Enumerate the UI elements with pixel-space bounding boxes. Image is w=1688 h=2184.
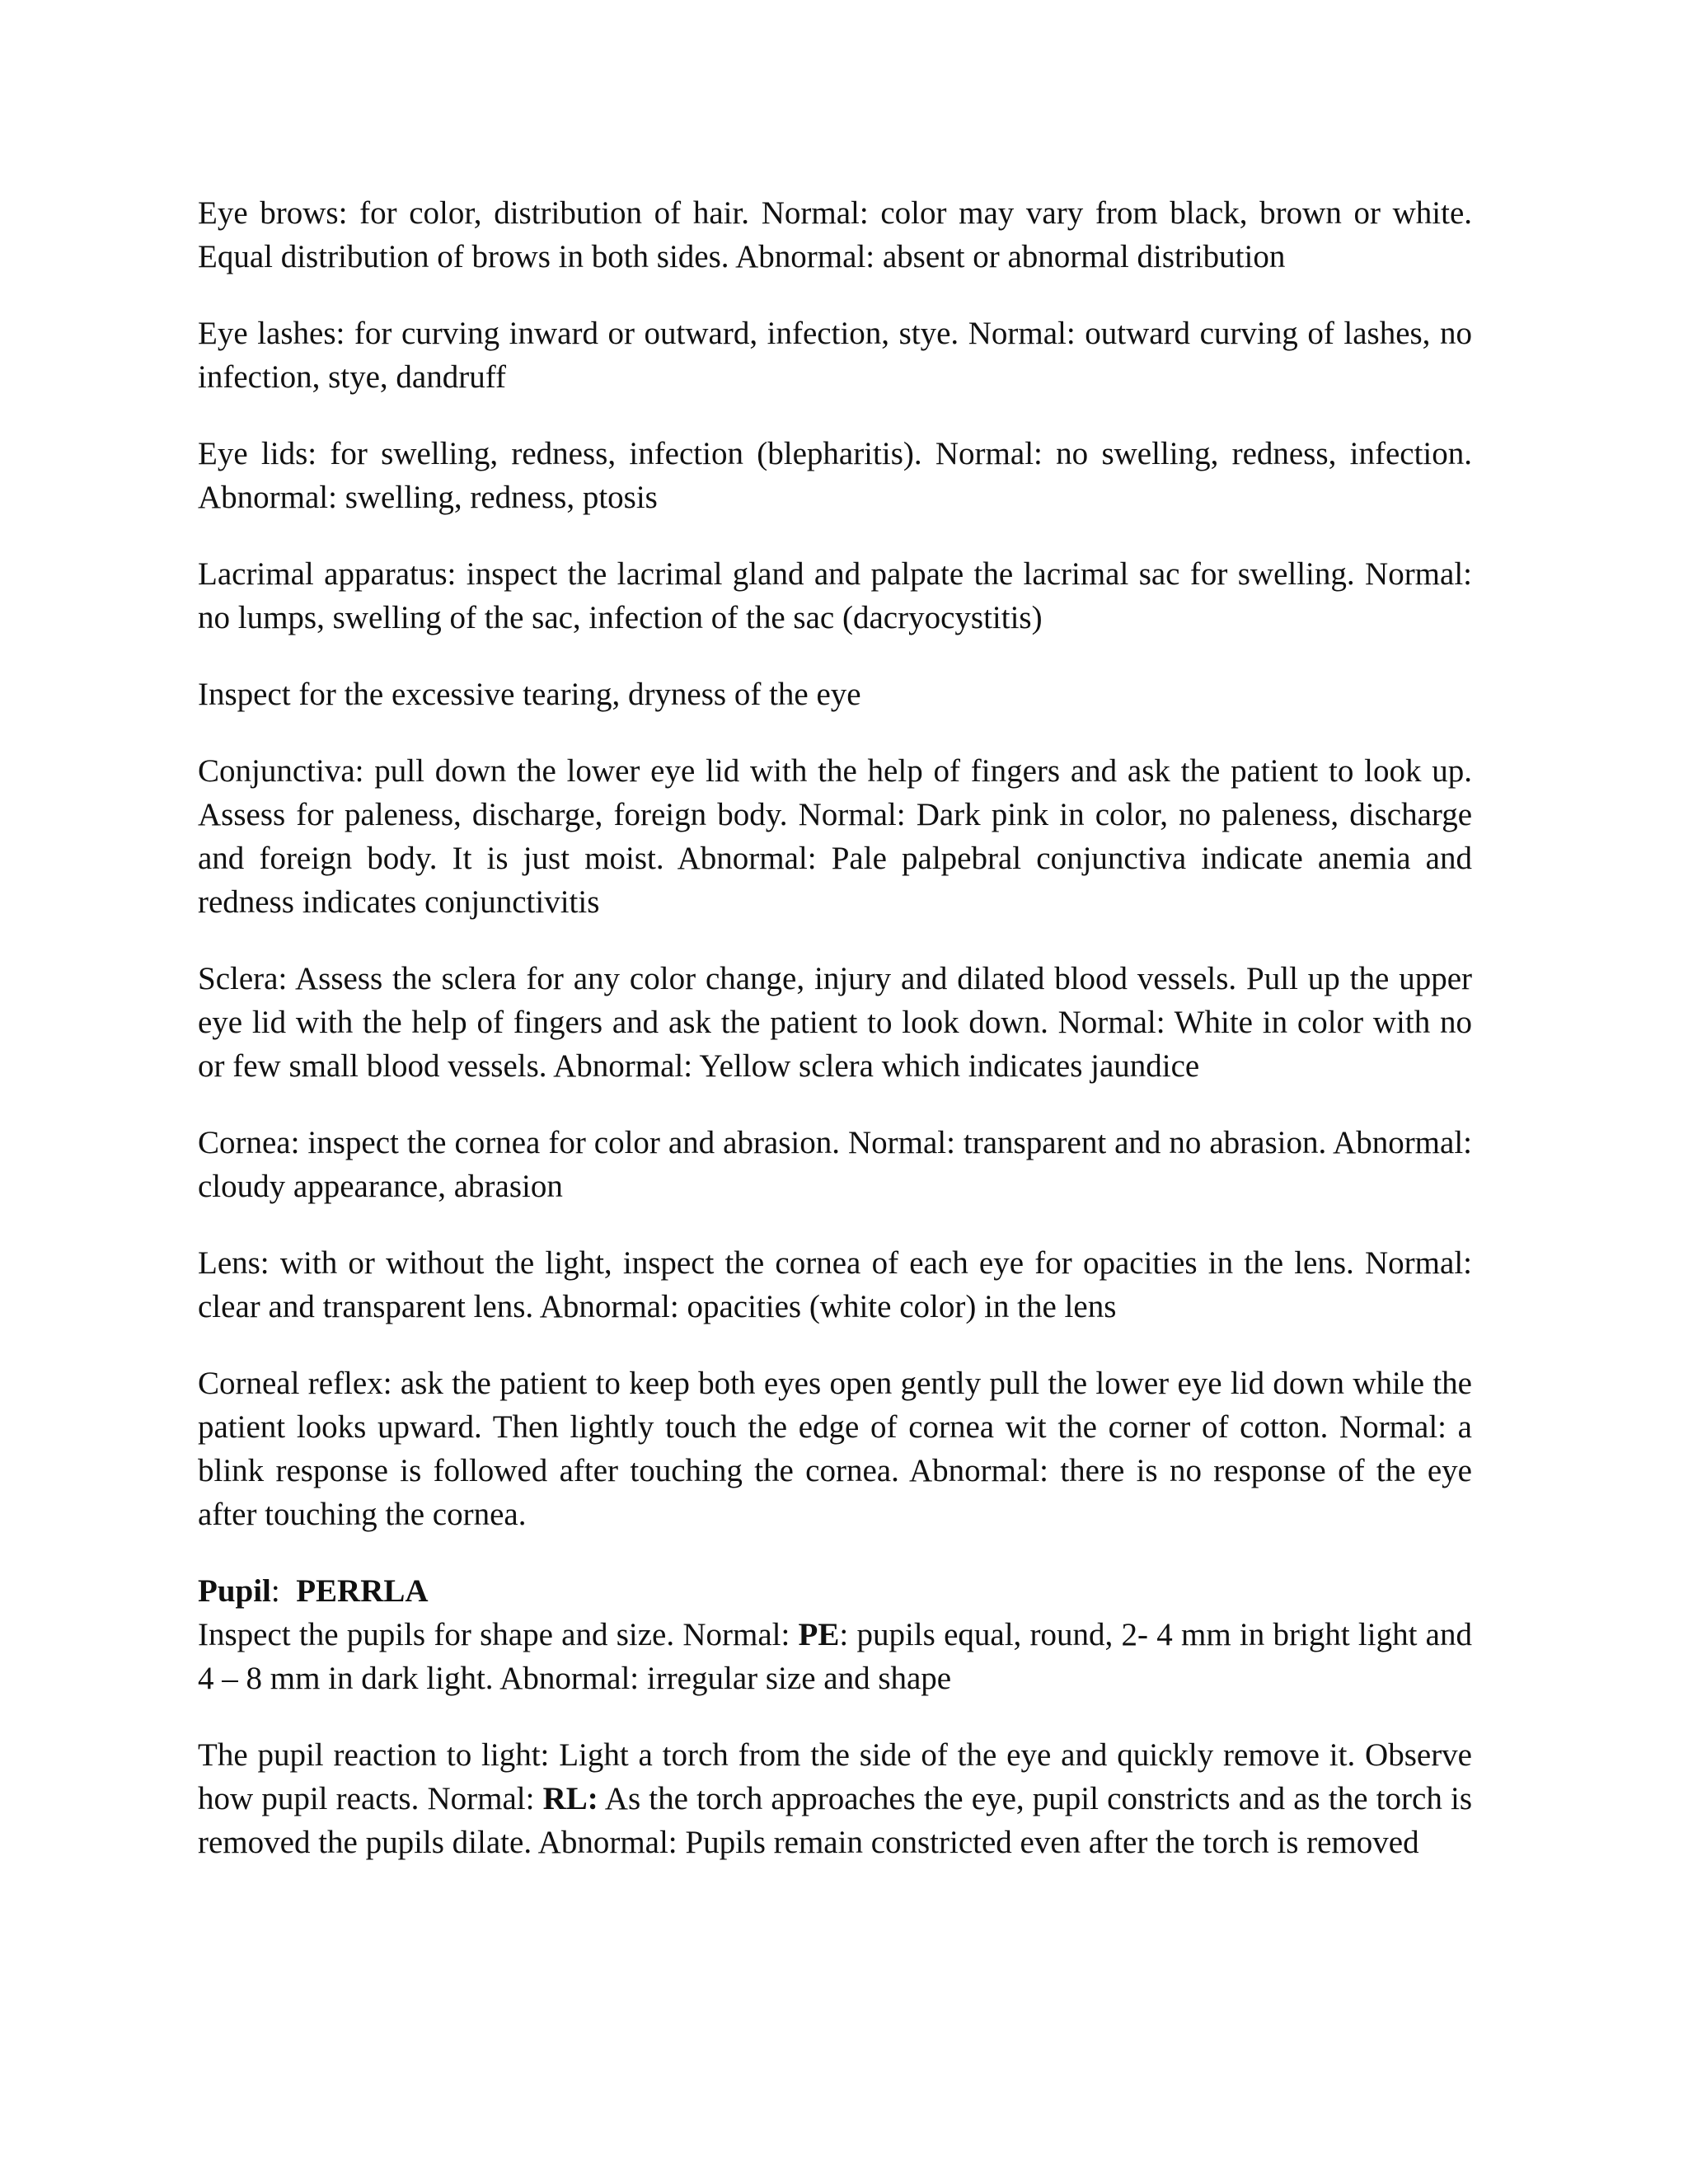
pupil-heading-separator: : (270, 1573, 297, 1609)
paragraph-lens: Lens: with or without the light, inspect the cornea of each eye for opacities in the lens. Normal: clear and transparent lens. Abnormal: opacities (white color) in the lens (198, 1245, 1472, 1324)
paragraph-conjunctiva: Conjunctiva: pull down the lower eye lid with the help of fingers and ask the patient to look up. Assess for paleness, discharge, foreign body. Normal: Dark pink in color, no paleness, discharge and foreign body. It is just moist. Abnormal: Pale palpebral conjunctiva indicate anemia and redness indicates conjunctivitis (198, 753, 1472, 920)
pupil-heading (198, 1569, 1472, 1613)
paragraph-pupil-shape (198, 1613, 1472, 1700)
paragraph-eye-lids: Eye lids: for swelling, redness, infection (blepharitis). Normal: no swelling, redness, infection. Abnormal: swelling, redness, ptosis (198, 436, 1472, 515)
pupil-shape-text-end: : pupils equal, round, 2- 4 mm in bright light and 4 – 8 mm in dark light. Abnormal: irregular size and shape (198, 1617, 1472, 1696)
pupil-heading-value: PERRLA (296, 1573, 429, 1609)
paragraph-pupil-reaction (198, 1733, 1472, 1864)
paragraph-tearing: Inspect for the excessive tearing, dryness of the eye (198, 677, 861, 712)
pupil-reaction-text-start: The pupil reaction to light: Light a torch from the side of the eye and quickly remove it. Observe how pupil reacts. Normal: (198, 1737, 1472, 1816)
pupil-reaction-text-end: As the torch approaches the eye, pupil constricts and as the torch is removed the pupils dilate. Abnormal: Pupils remain constricted even after the torch is removed (198, 1781, 1472, 1860)
pupil-reaction-bold-rl: RL: (542, 1781, 598, 1816)
paragraph-sclera: Sclera: Assess the sclera for any color change, injury and dilated blood vessels. Pull up the upper eye lid with the help of fingers and ask the patient to look down. Normal: White in color with no or few small blood vessels. Abnormal: Yellow sclera which indicates jaundice (198, 961, 1472, 1084)
pupil-shape-bold-pe: PE (798, 1617, 840, 1652)
paragraph-eye-brows: Eye brows: for color, distribution of hair. Normal: color may vary from black, brown or white. Equal distribution of brows in both sides. Abnormal: absent or abnormal distribution (198, 195, 1472, 274)
paragraph-corneal-reflex: Corneal reflex: ask the patient to keep both eyes open gently pull the lower eye lid down while the patient looks upward. Then lightly touch the edge of cornea wit the corner of cotton. Normal: a blink response is followed after touching the cornea. Abnormal: there is no response of the eye after touching the cornea. (198, 1366, 1472, 1532)
pupil-shape-text-start: Inspect the pupils for shape and size. Normal: (198, 1617, 799, 1652)
paragraph-cornea: Cornea: inspect the cornea for color and abrasion. Normal: transparent and no abrasion. Abnormal: cloudy appearance, abrasion (198, 1125, 1472, 1204)
paragraph-eye-lashes: Eye lashes: for curving inward or outward, infection, stye. Normal: outward curving of lashes, no infection, stye, dandruff (198, 316, 1472, 395)
pupil-heading-label: Pupil (198, 1573, 271, 1609)
page-content (198, 191, 1472, 1864)
paragraph-lacrimal-apparatus: Lacrimal apparatus: inspect the lacrimal gland and palpate the lacrimal sac for swelling. Normal: no lumps, swelling of the sac, infection of the sac (dacryocystitis) (198, 556, 1472, 635)
